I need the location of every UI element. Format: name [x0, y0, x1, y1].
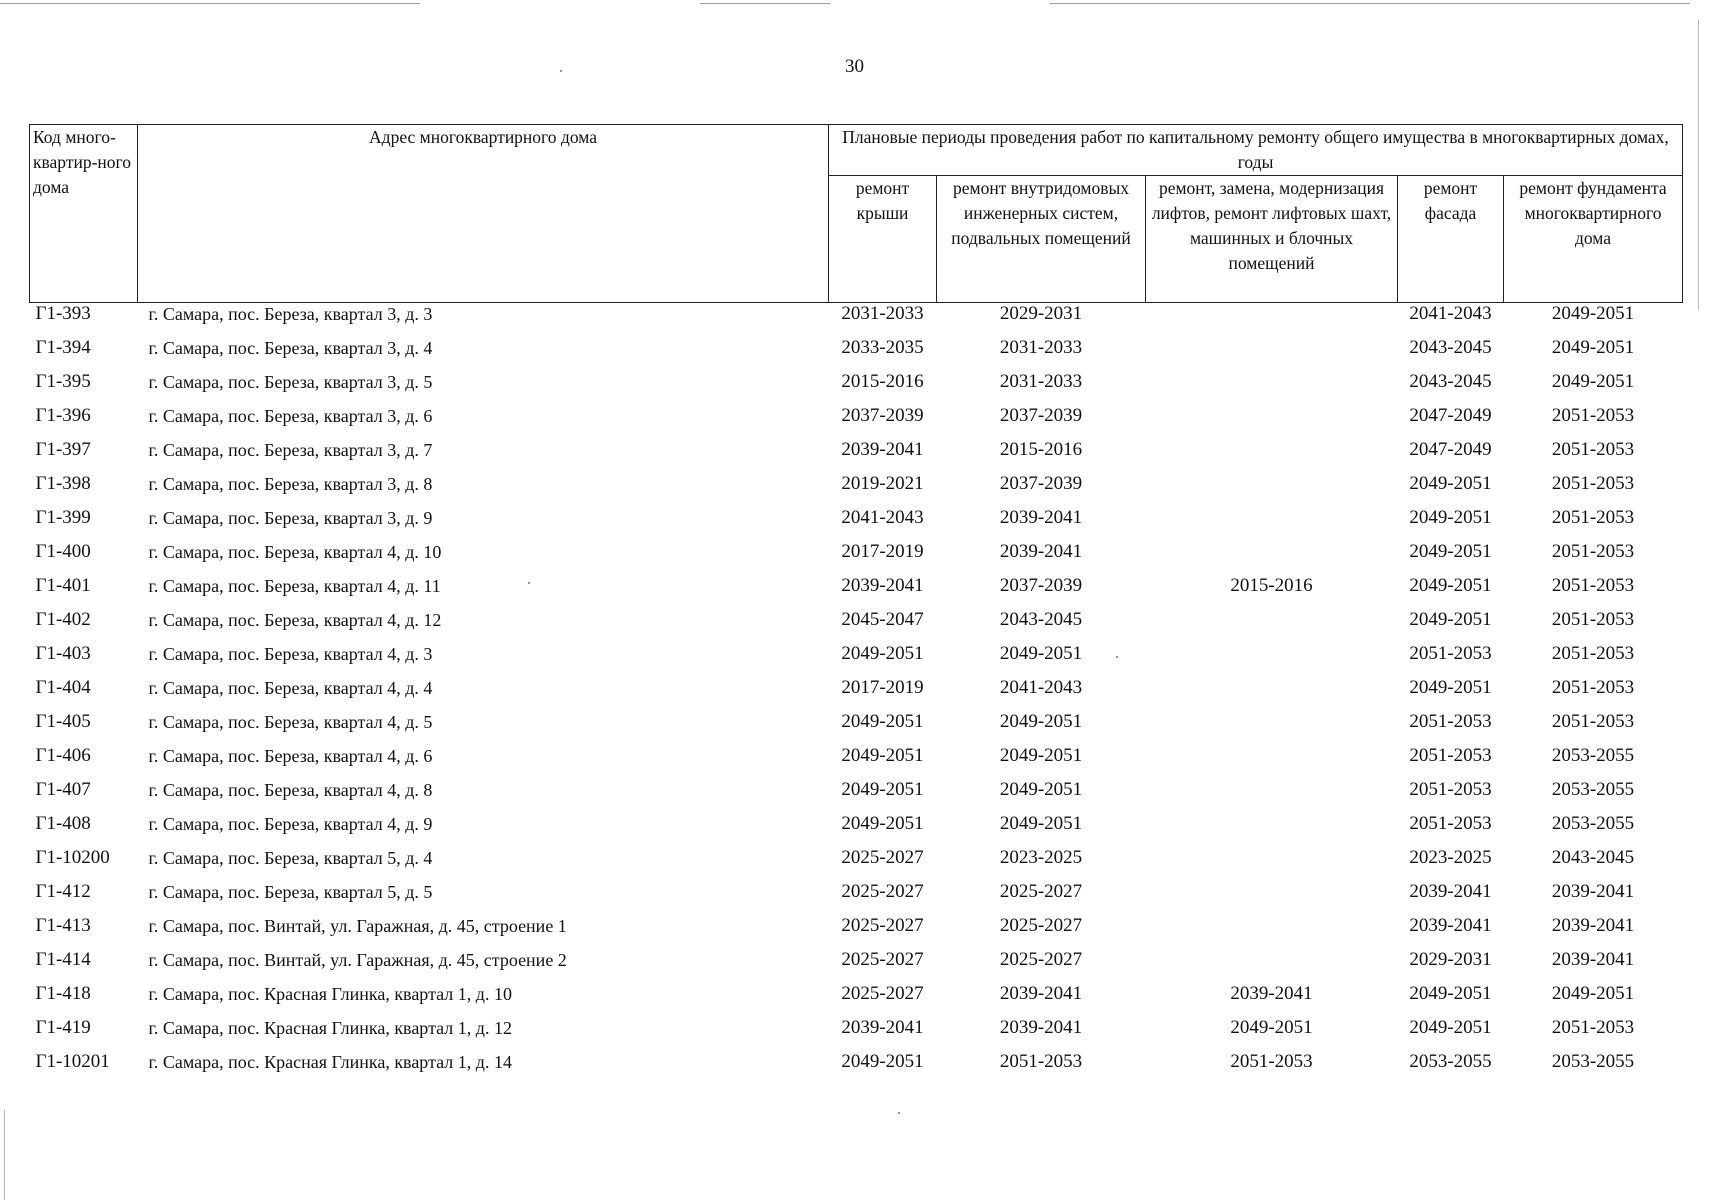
roof-cell: 2025-2027 [841, 881, 924, 902]
address-cell: г. Самара, пос. Береза, квартал 4, д. 9 [148, 814, 433, 834]
elevators-cell [1146, 881, 1398, 915]
roof-cell: 2019-2021 [841, 473, 924, 494]
elevators-cell [1146, 439, 1398, 473]
foundation-cell: 2051-2053 [1551, 507, 1635, 528]
engineering-cell: 2037-2039 [999, 405, 1083, 426]
table-row [30, 847, 1683, 881]
roof-cell: 2049-2051 [841, 711, 924, 732]
elevators-cell [1146, 779, 1398, 813]
facade-cell: 2049-2051 [1409, 983, 1492, 1004]
header-elevators: ремонт, замена, модернизация лифтов, ремонт лифтовых шахт, машинных и блочных помещений [1146, 176, 1398, 303]
roof-cell: 2037-2039 [841, 405, 924, 426]
engineering-cell: 2039-2041 [999, 1017, 1083, 1038]
elevators-cell [1146, 371, 1398, 405]
roof-cell: 2015-2016 [841, 371, 924, 392]
scan-rule [0, 3, 420, 4]
elevators-cell [1146, 915, 1398, 949]
code-cell: Г1-408 [35, 813, 91, 834]
address-cell: г. Самара, пос. Береза, квартал 4, д. 10 [148, 542, 442, 562]
foundation-cell: 2051-2053 [1551, 643, 1635, 664]
roof-cell: 2049-2051 [841, 779, 924, 800]
table-row [30, 915, 1683, 949]
roof-cell: 2049-2051 [841, 643, 924, 664]
facade-cell: 2049-2051 [1409, 473, 1492, 494]
roof-cell: 2049-2051 [841, 1051, 924, 1072]
elevators-cell: 2049-2051 [1230, 1017, 1313, 1038]
engineering-cell: 2049-2051 [999, 711, 1083, 732]
address-cell: г. Самара, пос. Береза, квартал 4, д. 3 [148, 644, 433, 664]
engineering-cell: 2049-2051 [999, 745, 1083, 766]
foundation-cell: 2051-2053 [1551, 473, 1635, 494]
foundation-cell: 2053-2055 [1551, 1051, 1635, 1072]
foundation-cell: 2049-2051 [1551, 303, 1635, 324]
elevators-cell [1146, 541, 1398, 575]
code-cell: Г1-412 [35, 881, 91, 902]
address-cell: г. Самара, пос. Береза, квартал 3, д. 9 [148, 508, 433, 528]
code-cell: Г1-406 [35, 745, 91, 766]
address-cell: г. Самара, пос. Винтай, ул. Гаражная, д. 45, строение 2 [148, 950, 567, 970]
elevators-cell [1146, 609, 1398, 643]
roof-cell: 2039-2041 [841, 1017, 924, 1038]
address-cell: г. Самара, пос. Береза, квартал 4, д. 5 [148, 712, 433, 732]
code-cell: Г1-393 [35, 303, 91, 324]
roof-cell: 2045-2047 [841, 609, 924, 630]
elevators-cell: 2039-2041 [1230, 983, 1313, 1004]
roof-cell: 2049-2051 [841, 813, 924, 834]
foundation-cell: 2051-2053 [1551, 677, 1635, 698]
foundation-cell: 2053-2055 [1551, 779, 1635, 800]
table-row [30, 1017, 1683, 1051]
table-header [30, 125, 1683, 303]
code-cell: Г1-407 [35, 779, 91, 800]
code-cell: Г1-10200 [35, 847, 110, 868]
roof-cell: 2041-2043 [841, 507, 924, 528]
code-cell: Г1-405 [35, 711, 91, 732]
elevators-cell [1146, 303, 1398, 338]
engineering-cell: 2051-2053 [999, 1051, 1083, 1072]
roof-cell: 2025-2027 [841, 847, 924, 868]
elevators-cell [1146, 643, 1398, 677]
code-cell: Г1-394 [35, 337, 91, 358]
code-cell: Г1-402 [35, 609, 91, 630]
roof-cell: 2031-2033 [841, 303, 924, 324]
facade-cell: 2049-2051 [1409, 575, 1492, 596]
facade-cell: 2041-2043 [1409, 303, 1492, 324]
address-cell: г. Самара, пос. Береза, квартал 4, д. 12 [148, 610, 442, 630]
engineering-cell: 2039-2041 [999, 983, 1083, 1004]
table-row [30, 507, 1683, 541]
code-cell: Г1-395 [35, 371, 91, 392]
foundation-cell: 2051-2053 [1551, 439, 1635, 460]
elevators-cell [1146, 745, 1398, 779]
facade-cell: 2051-2053 [1409, 643, 1492, 664]
address-cell: г. Самара, пос. Береза, квартал 4, д. 11 [148, 576, 441, 596]
address-cell: г. Самара, пос. Береза, квартал 4, д. 8 [148, 780, 433, 800]
header-foundation: ремонт фундамента многоквартирного дома [1504, 176, 1683, 303]
header-facade: ремонт фасада [1398, 176, 1504, 303]
foundation-cell: 2053-2055 [1551, 745, 1635, 766]
header-address: Адрес многоквартирного дома [138, 125, 829, 303]
header-engineering: ремонт внутридомовых инженерных систем, подвальных помещений [937, 176, 1146, 303]
facade-cell: 2029-2031 [1409, 949, 1492, 970]
roof-cell: 2039-2041 [841, 439, 924, 460]
engineering-cell: 2039-2041 [999, 541, 1083, 562]
elevators-cell [1146, 847, 1398, 881]
engineering-cell: 2039-2041 [999, 507, 1083, 528]
scan-rule [1050, 3, 1690, 4]
engineering-cell: 2043-2045 [999, 609, 1083, 630]
table-row [30, 337, 1683, 371]
facade-cell: 2043-2045 [1409, 337, 1492, 358]
elevators-cell: 2051-2053 [1230, 1051, 1313, 1072]
elevators-cell [1146, 677, 1398, 711]
foundation-cell: 2051-2053 [1551, 541, 1635, 562]
roof-cell: 2025-2027 [841, 949, 924, 970]
foundation-cell: 2043-2045 [1551, 847, 1635, 868]
engineering-cell: 2049-2051 [999, 779, 1083, 800]
roof-cell: 2017-2019 [841, 677, 924, 698]
engineering-cell: 2037-2039 [999, 473, 1083, 494]
engineering-cell: 2031-2033 [999, 337, 1083, 358]
table-row [30, 745, 1683, 779]
address-cell: г. Самара, пос. Береза, квартал 5, д. 5 [148, 882, 433, 902]
elevators-cell: 2015-2016 [1230, 575, 1313, 596]
elevators-cell [1146, 711, 1398, 745]
foundation-cell: 2051-2053 [1551, 405, 1635, 426]
address-cell: г. Самара, пос. Береза, квартал 3, д. 7 [148, 440, 433, 460]
address-cell: г. Самара, пос. Береза, квартал 4, д. 6 [148, 746, 433, 766]
address-cell: г. Самара, пос. Береза, квартал 3, д. 4 [148, 338, 433, 358]
code-cell: Г1-403 [35, 643, 91, 664]
facade-cell: 2051-2053 [1409, 711, 1492, 732]
engineering-cell: 2015-2016 [999, 439, 1083, 460]
elevators-cell [1146, 337, 1398, 371]
address-cell: г. Самара, пос. Красная Глинка, квартал 1, д. 12 [148, 1018, 512, 1038]
table-row [30, 609, 1683, 643]
roof-cell: 2017-2019 [841, 541, 924, 562]
facade-cell: 2049-2051 [1409, 1017, 1492, 1038]
code-cell: Г1-397 [35, 439, 91, 460]
foundation-cell: 2039-2041 [1551, 949, 1635, 970]
engineering-cell: 2025-2027 [999, 949, 1083, 970]
foundation-cell: 2051-2053 [1551, 575, 1635, 596]
roof-cell: 2049-2051 [841, 745, 924, 766]
engineering-cell: 2049-2051 [999, 813, 1083, 834]
code-cell: Г1-400 [35, 541, 91, 562]
code-cell: Г1-413 [35, 915, 91, 936]
elevators-cell [1146, 813, 1398, 847]
table-row [30, 473, 1683, 507]
code-cell: Г1-418 [35, 983, 91, 1004]
header-periods-group: Плановые периоды проведения работ по капитальному ремонту общего имущества в многоквартирных домах, годы [829, 125, 1683, 176]
roof-cell: 2039-2041 [841, 575, 924, 596]
facade-cell: 2049-2051 [1409, 507, 1492, 528]
foundation-cell: 2049-2051 [1551, 371, 1635, 392]
engineering-cell: 2025-2027 [999, 915, 1083, 936]
facade-cell: 2053-2055 [1409, 1051, 1492, 1072]
facade-cell: 2043-2045 [1409, 371, 1492, 392]
address-cell: г. Самара, пос. Красная Глинка, квартал 1, д. 14 [148, 1052, 512, 1072]
engineering-cell: 2023-2025 [999, 847, 1083, 868]
engineering-cell: 2049-2051 [999, 643, 1083, 664]
table-row [30, 439, 1683, 473]
foundation-cell: 2049-2051 [1551, 337, 1635, 358]
table-row [30, 983, 1683, 1017]
elevators-cell [1146, 507, 1398, 541]
facade-cell: 2047-2049 [1409, 405, 1492, 426]
table-row [30, 677, 1683, 711]
table-row [30, 575, 1683, 609]
address-cell: г. Самара, пос. Винтай, ул. Гаражная, д. 45, строение 1 [148, 916, 567, 936]
roof-cell: 2033-2035 [841, 337, 924, 358]
facade-cell: 2047-2049 [1409, 439, 1492, 460]
foundation-cell: 2039-2041 [1551, 881, 1635, 902]
table-row [30, 541, 1683, 575]
code-cell: Г1-396 [35, 405, 91, 426]
engineering-cell: 2041-2043 [999, 677, 1083, 698]
facade-cell: 2051-2053 [1409, 745, 1492, 766]
table-row [30, 371, 1683, 405]
facade-cell: 2049-2051 [1409, 541, 1492, 562]
address-cell: г. Самара, пос. Красная Глинка, квартал 1, д. 10 [148, 984, 512, 1004]
table-row [30, 405, 1683, 439]
page-number: 30 [845, 56, 864, 77]
facade-cell: 2023-2025 [1409, 847, 1492, 868]
address-cell: г. Самара, пос. Береза, квартал 3, д. 3 [148, 304, 433, 324]
roof-cell: 2025-2027 [841, 983, 924, 1004]
table-row [30, 1051, 1683, 1085]
engineering-cell: 2031-2033 [999, 371, 1083, 392]
code-cell: Г1-414 [35, 949, 91, 970]
engineering-cell: 2025-2027 [999, 881, 1083, 902]
foundation-cell: 2051-2053 [1551, 711, 1635, 732]
facade-cell: 2039-2041 [1409, 915, 1492, 936]
table-row [30, 949, 1683, 983]
code-cell: Г1-404 [35, 677, 91, 698]
facade-cell: 2049-2051 [1409, 609, 1492, 630]
table-row [30, 881, 1683, 915]
header-roof: ремонт крыши [829, 176, 937, 303]
address-cell: г. Самара, пос. Береза, квартал 3, д. 8 [148, 474, 433, 494]
scan-rule [700, 3, 830, 4]
address-cell: г. Самара, пос. Береза, квартал 5, д. 4 [148, 848, 433, 868]
foundation-cell: 2049-2051 [1551, 983, 1635, 1004]
foundation-cell: 2053-2055 [1551, 813, 1635, 834]
address-cell: г. Самара, пос. Береза, квартал 4, д. 4 [148, 678, 433, 698]
facade-cell: 2051-2053 [1409, 779, 1492, 800]
code-cell: Г1-398 [35, 473, 91, 494]
table-row [30, 813, 1683, 847]
elevators-cell [1146, 949, 1398, 983]
scan-speck [898, 1112, 900, 1114]
code-cell: Г1-399 [35, 507, 91, 528]
table-body [30, 303, 1683, 1086]
address-cell: г. Самара, пос. Береза, квартал 3, д. 6 [148, 406, 433, 426]
elevators-cell [1146, 405, 1398, 439]
table-row [30, 303, 1683, 338]
header-code: Код много-квартир-ного дома [30, 125, 138, 303]
foundation-cell: 2051-2053 [1551, 609, 1635, 630]
code-cell: Г1-10201 [35, 1051, 110, 1072]
roof-cell: 2025-2027 [841, 915, 924, 936]
facade-cell: 2039-2041 [1409, 881, 1492, 902]
foundation-cell: 2039-2041 [1551, 915, 1635, 936]
elevators-cell [1146, 473, 1398, 507]
scan-edge-line [4, 1110, 5, 1200]
table-row [30, 779, 1683, 813]
code-cell: Г1-419 [35, 1017, 91, 1038]
code-cell: Г1-401 [35, 575, 91, 596]
engineering-cell: 2029-2031 [999, 303, 1083, 324]
facade-cell: 2049-2051 [1409, 677, 1492, 698]
engineering-cell: 2037-2039 [999, 575, 1083, 596]
address-cell: г. Самара, пос. Береза, квартал 3, д. 5 [148, 372, 433, 392]
repair-plan-table [29, 124, 1683, 1085]
table-row [30, 643, 1683, 677]
facade-cell: 2051-2053 [1409, 813, 1492, 834]
table-row [30, 711, 1683, 745]
foundation-cell: 2051-2053 [1551, 1017, 1635, 1038]
